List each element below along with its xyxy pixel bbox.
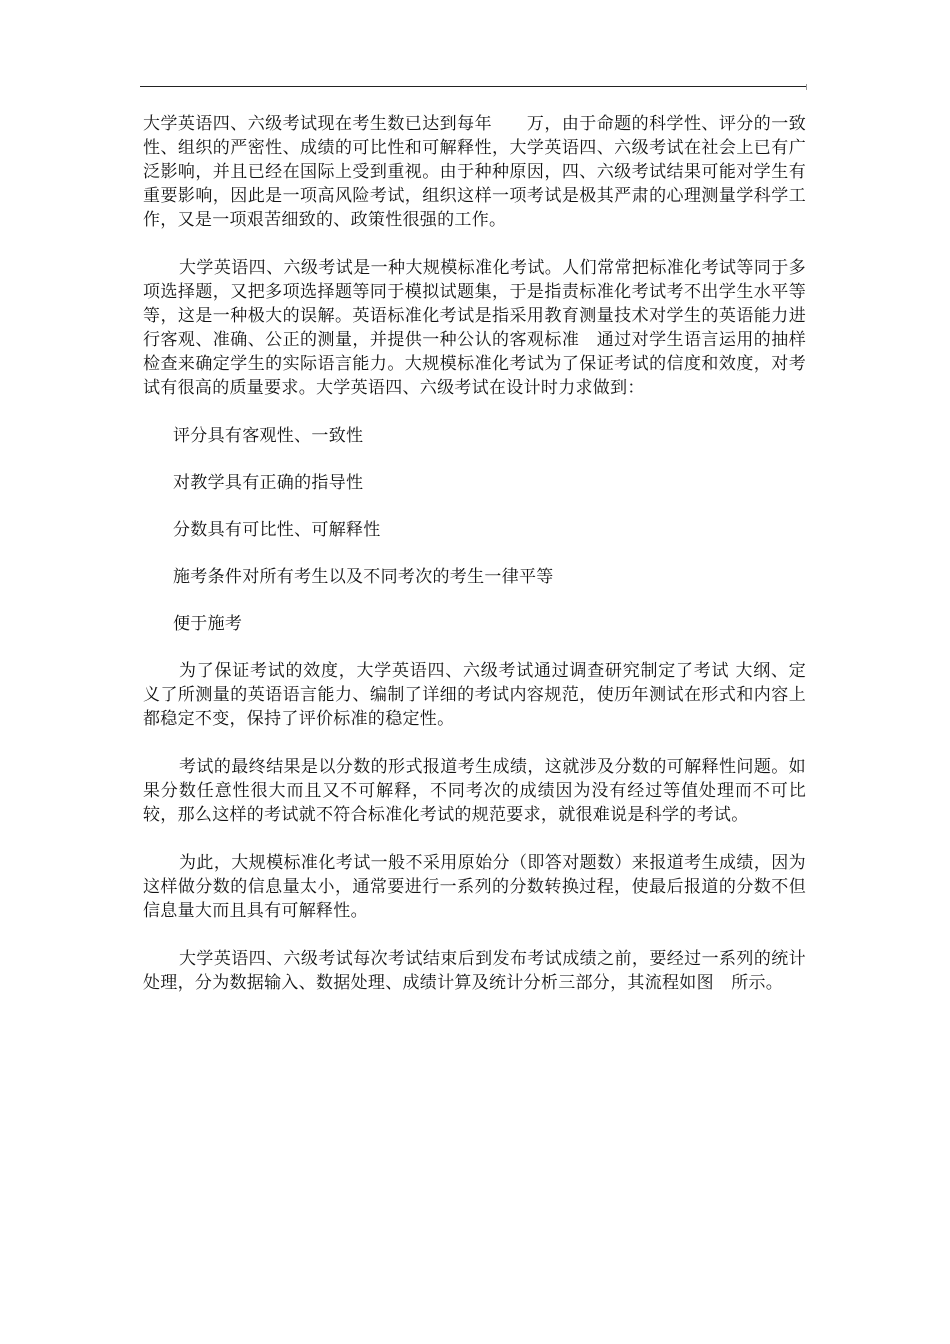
list-item: 施考条件对所有考生以及不同考次的考生一律平等 (173, 567, 554, 587)
header-rule (140, 86, 806, 87)
header-rule-tick (806, 84, 807, 90)
list-item: 便于施考 (173, 614, 243, 634)
paragraph-standardized-test: 大学英语四、六级考试是一种大规模标准化考试。人们常常把标准化考试等同于多项选择题，又把多项选择题等同于模拟试题集，于是指责标准化考试考不出学生水平等等，这是一种极大的误解。英语标准化考试是指采用教育测量技术对学生的英语能力进行客观、准确、公正的测量，并提供一种公认的客观标准 通过对学生语言运用的抽样检查来确定学生的实际语言能力。大规模标准化考试为了保证考试的信度和效度，对考试有很高的质量要求。大学英语四、六级考试在设计时力求做到： (143, 258, 806, 398)
list-item: 分数具有可比性、可解释性 (173, 520, 381, 540)
paragraph-validity: 为了保证考试的效度，大学英语四、六级考试通过调查研究制定了考试 大纲、定义了所测量的英语语言能力、编制了详细的考试内容规范，使历年测试在形式和内容上都稳定不变，保持了评价标准的稳定性。 (143, 661, 806, 729)
paragraph-score-interpretation: 考试的最终结果是以分数的形式报道考生成绩，这就涉及分数的可解释性问题。如果分数任意性很大而且又不可解释，不同考次的成绩因为没有经过等值处理而不可比较，那么这样的考试就不符合标准化考试的规范要求，就很难说是科学的考试。 (143, 757, 806, 825)
document-body (143, 112, 806, 1019)
paragraph-intro: 大学英语四、六级考试现在考生数已达到每年 万，由于命题的科学性、评分的一致性、组织的严密性、成绩的可比性和可解释性，大学英语四、六级考试在社会上已有广泛影响，并且已经在国际上受到重视。由于种种原因，四、六级考试结果可能对学生有重要影响，因此是一项高风险考试，组织这样一项考试是极其严肃的心理测量学科学工作，又是一项艰苦细致的、政策性很强的工作。 (143, 114, 806, 230)
list-item: 对教学具有正确的指导性 (173, 473, 364, 493)
paragraph-statistical-process: 大学英语四、六级考试每次考试结束后到发布考试成绩之前，要经过一系列的统计处理，分为数据输入、数据处理、成绩计算及统计分析三部分，其流程如图 所示。 (143, 949, 806, 993)
design-goals-list (143, 424, 806, 636)
paragraph-score-conversion: 为此，大规模标准化考试一般不采用原始分（即答对题数）来报道考生成绩，因为这样做分数的信息量太小，通常要进行一系列的分数转换过程，使最后报道的分数不但信息量大而且具有可解释性。 (143, 853, 806, 921)
list-item: 评分具有客观性、一致性 (173, 426, 364, 446)
